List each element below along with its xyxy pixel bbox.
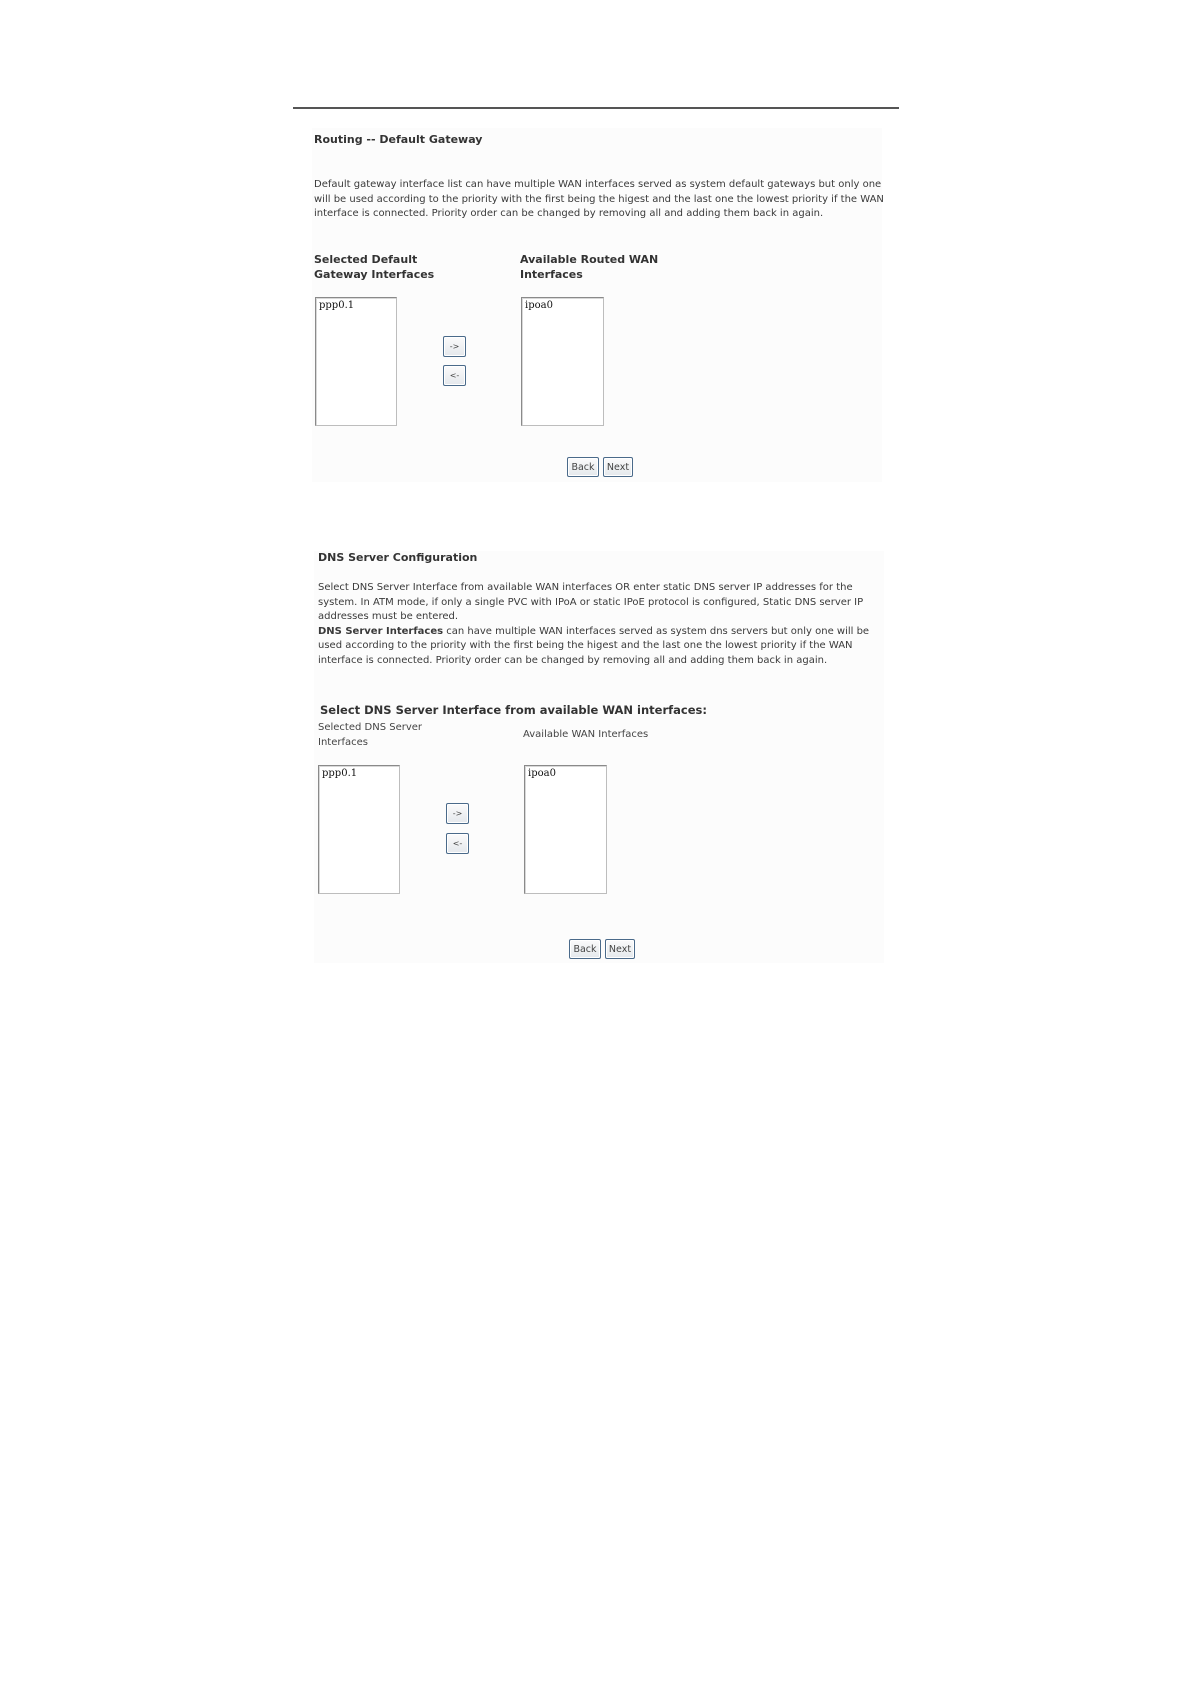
gateway-move-right-button[interactable]: -> — [443, 336, 466, 357]
gateway-selected-listbox[interactable] — [315, 297, 397, 426]
list-item[interactable]: ppp0.1 — [322, 768, 358, 779]
list-item[interactable]: ipoa0 — [528, 768, 556, 779]
list-item[interactable]: ipoa0 — [525, 300, 553, 311]
dns-move-right-button[interactable]: -> — [446, 803, 469, 824]
gateway-move-left-button[interactable]: <- — [443, 365, 466, 386]
dns-available-listbox[interactable] — [524, 765, 607, 894]
dns-move-left-button[interactable]: <- — [446, 833, 469, 854]
gateway-available-column-label — [520, 252, 658, 282]
gateway-selected-label-line2: Gateway Interfaces — [314, 268, 435, 281]
dns-description-line: Select DNS Server Interface from available WAN interfaces OR enter static DNS server IP addresses for the system. In ATM mode, if only a single PVC with IPoA or static IPoE protocol is configured, Static DNS server IP addresses must be entered. — [318, 582, 864, 623]
dns-selected-label-line1: Selected DNS Server — [318, 722, 423, 733]
dns-select-heading: Select DNS Server Interface from available WAN interfaces: — [320, 703, 707, 717]
dns-back-button[interactable]: Back — [569, 939, 601, 959]
dns-interfaces-bold: DNS Server Interfaces — [318, 625, 444, 637]
page-top-rule — [293, 107, 899, 109]
gateway-section-title: Routing -- Default Gateway — [314, 133, 483, 146]
dns-interfaces-desc: can have multiple WAN interfaces served as system dns servers but only one will be used according to the priority with the first being the higest and the last one the lowest priority if the WAN interface is connected. Priority order can be changed by removing all and adding them back in again. — [318, 625, 870, 666]
gateway-available-listbox[interactable] — [521, 297, 604, 426]
dns-description — [318, 581, 884, 669]
dns-available-column-label: Available WAN Interfaces — [523, 729, 649, 740]
list-item[interactable]: ppp0.1 — [319, 300, 355, 311]
gateway-selected-column-label — [314, 252, 434, 282]
dns-selected-column-label — [318, 720, 422, 750]
gateway-available-label-line1: Available Routed WAN — [520, 253, 659, 266]
dns-selected-label-line2: Interfaces — [318, 737, 368, 748]
dns-selected-listbox[interactable] — [318, 765, 400, 894]
dns-interfaces-description — [318, 625, 884, 669]
gateway-next-button[interactable]: Next — [603, 457, 633, 477]
gateway-selected-label-line1: Selected Default — [314, 253, 418, 266]
gateway-description: Default gateway interface list can have multiple WAN interfaces served as system default gateways but only one will be used according to the priority with the first being the higest and the last one the lowest priority if the WAN interface is connected. Priority order can be changed by removing all and adding them back in again. — [314, 179, 884, 220]
gateway-back-button[interactable]: Back — [567, 457, 599, 477]
gateway-available-label-line2: Interfaces — [520, 268, 583, 281]
dns-next-button[interactable]: Next — [605, 939, 635, 959]
dns-section-title: DNS Server Configuration — [318, 551, 478, 564]
